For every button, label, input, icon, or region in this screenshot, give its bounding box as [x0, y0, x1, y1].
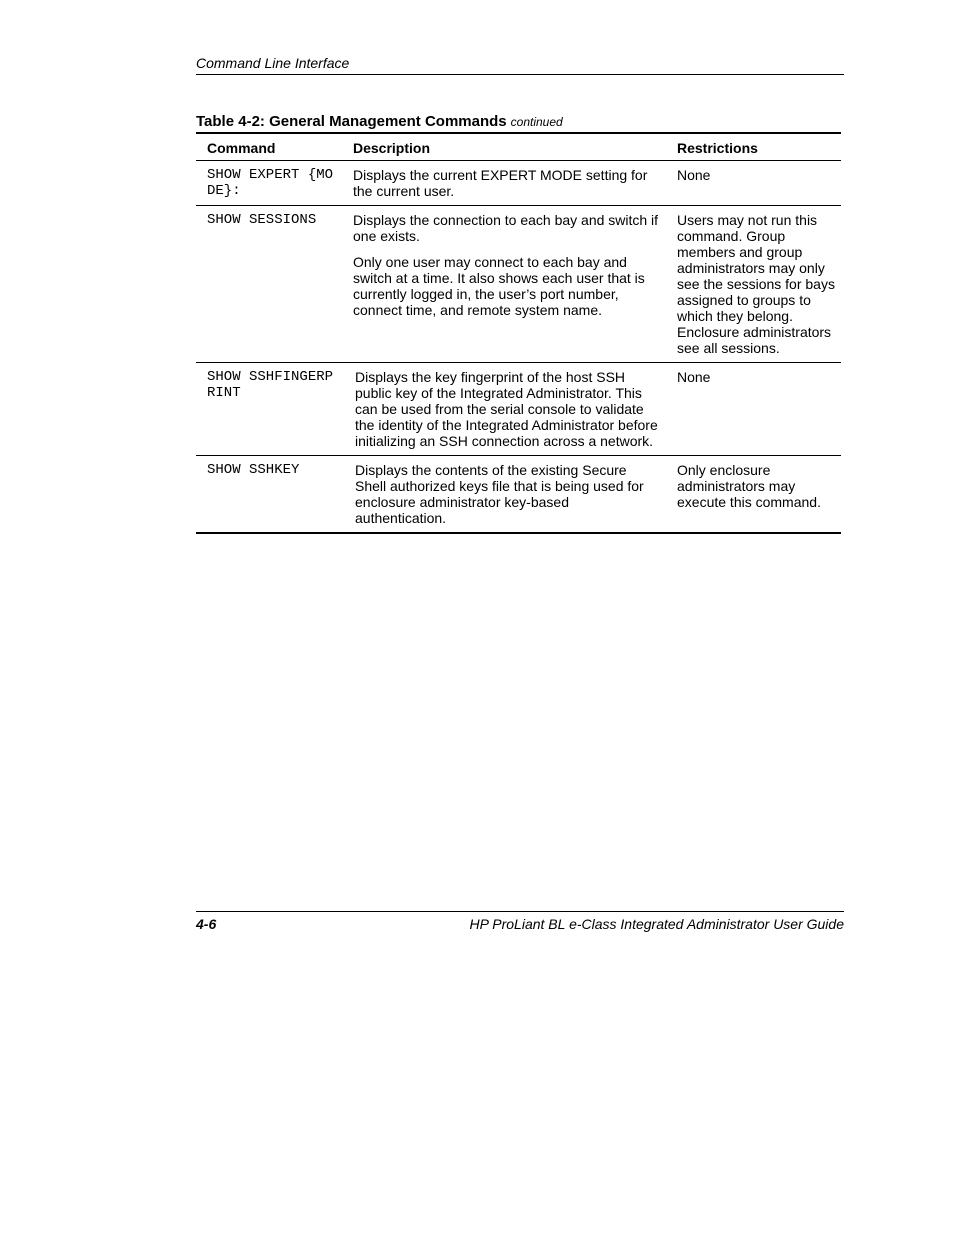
column-header-description: Description	[342, 133, 666, 161]
description-paragraph: Displays the current EXPERT MODE setting for the current user.	[353, 167, 648, 199]
restrictions-cell: Users may not run this command. Group members and group administrators may only see the sessions for bays assigned to groups to which they belong. Enclosure administrators see all sessions.	[666, 206, 841, 363]
table-row	[196, 456, 841, 534]
description-paragraph: Displays the connection to each bay and switch if one exists.	[353, 212, 659, 244]
running-footer	[196, 911, 844, 933]
column-header-restrictions: Restrictions	[666, 133, 841, 161]
table-caption	[196, 113, 563, 131]
table-row	[196, 206, 841, 363]
column-header-command: Command	[196, 133, 342, 161]
command-cell: SHOW SSHFINGERPRINT	[196, 363, 342, 456]
description-paragraph: Displays the contents of the existing Secure Shell authorized keys file that is being used for enclosure administrator key-based authentication.	[355, 462, 644, 526]
commands-table	[196, 132, 841, 534]
description-cell	[342, 363, 666, 456]
table-caption-continued: continued	[510, 115, 563, 129]
table-caption-title: Table 4-2: General Management Commands	[196, 113, 507, 130]
command-cell: SHOW EXPERT {MODE}:	[196, 161, 342, 206]
table-header-row	[196, 133, 841, 161]
header-title: Command Line Interface	[196, 55, 350, 71]
command-cell: SHOW SESSIONS	[196, 206, 342, 363]
restrictions-cell: None	[666, 161, 841, 206]
description-cell	[342, 206, 666, 363]
restrictions-cell: Only enclosure administrators may execute this command.	[666, 456, 841, 534]
page-number: 4-6	[196, 916, 217, 932]
description-paragraph: Displays the key fingerprint of the host SSH public key of the Integrated Administrator. This can be used from the serial console to validate the identity of the Integrated Administrator before initializing an SSH connection across a network.	[355, 369, 658, 449]
command-cell: SHOW SSHKEY	[196, 456, 342, 534]
table-row	[196, 161, 841, 206]
table-row	[196, 363, 841, 456]
restrictions-cell: None	[666, 363, 841, 456]
guide-title: HP ProLiant BL e-Class Integrated Administrator User Guide	[469, 916, 844, 932]
running-header	[196, 55, 844, 75]
description-cell	[342, 456, 666, 534]
description-cell	[342, 161, 666, 206]
description-paragraph: Only one user may connect to each bay and switch at a time. It also shows each user that is currently logged in, the user’s port number, connect time, and remote system name.	[353, 254, 645, 318]
